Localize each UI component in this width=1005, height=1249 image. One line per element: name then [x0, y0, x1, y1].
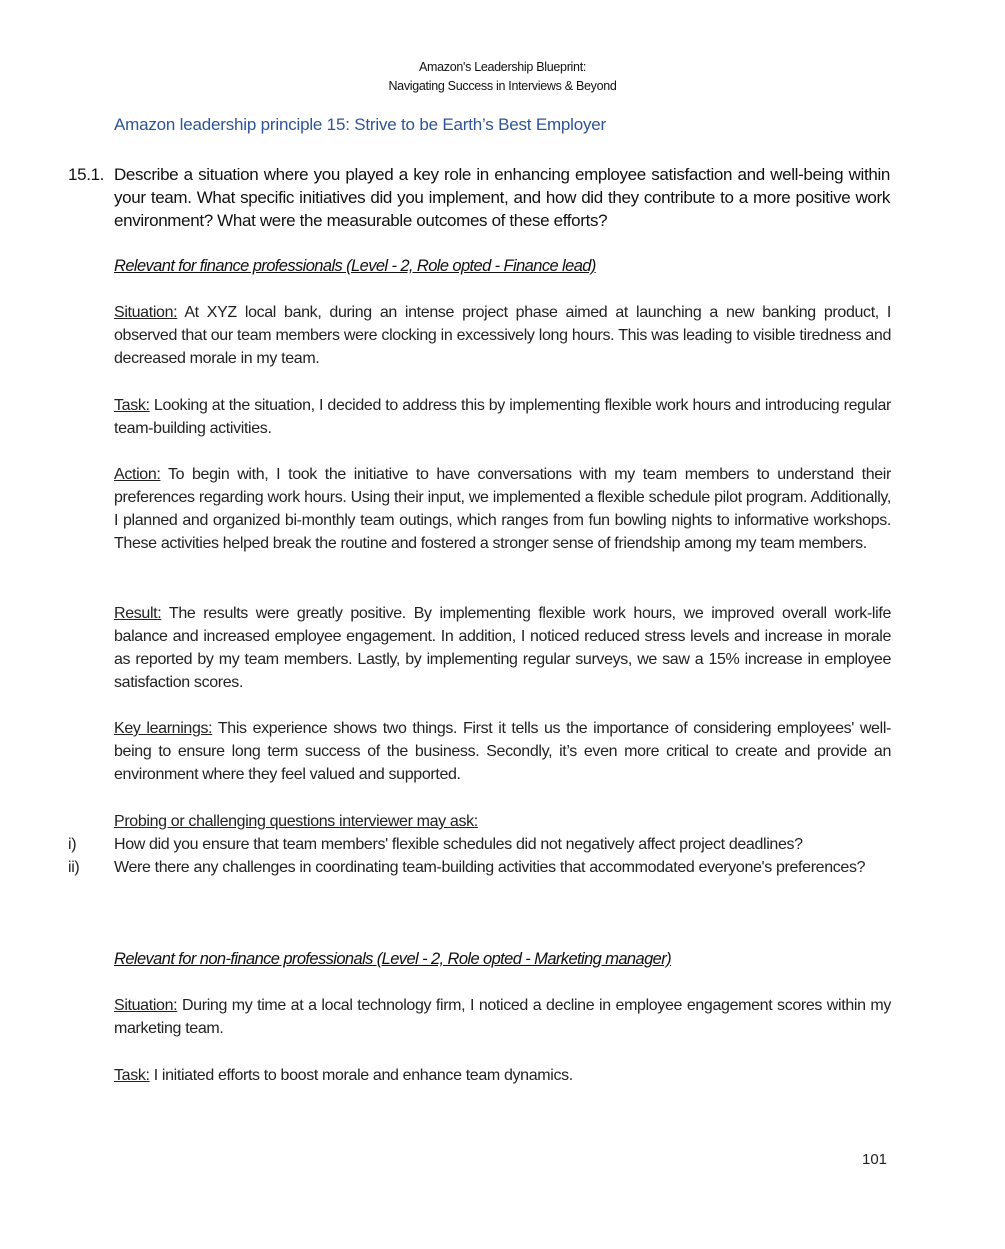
question-number: 15.1. [68, 165, 105, 184]
page-number: 101 [862, 1151, 888, 1168]
finance-heading-text: Relevant for finance professionals (Level - 2, Role opted - Finance lead) [114, 257, 596, 275]
list-marker: ii) [68, 859, 80, 876]
task-text: I initiated efforts to boost morale and enhance team dynamics. [149, 1067, 573, 1084]
action-text: To begin with, I took the initiative to have conversations with my team members to understand their preferences regarding work hours. Using their input, we implemented a flexible schedule pilot program. Additionally, I planned and organized bi-monthly team outings, which ranges from fun bowling nights to informative workshops. These activities helped break the routine and fostered a stronger sense of friendship among my team members. [114, 466, 891, 552]
situation-label: Situation: [114, 304, 178, 321]
key-learnings-text: This experience shows two things. First it tells us the importance of considering employees' well-being to ensure long term success of the business. Secondly, it’s even more critical to create and provide an environment where they feel valued and supported. [114, 720, 891, 783]
finance-action [114, 463, 891, 555]
question-text: Describe a situation where you played a key role in enhancing employee satisfaction and well-being within your team. What specific initiatives did you implement, and how did they contribute to a more positive work environment? What were the measurable outcomes of these efforts? [114, 165, 890, 230]
situation-text: At XYZ local bank, during an intense project phase aimed at launching a new banking product, I observed that our team members were clocking in excessively long hours. This was leading to visible tiredness and decreased morale in my team. [114, 304, 891, 367]
action-label: Action: [114, 466, 161, 483]
non-finance-section-heading [114, 948, 891, 971]
finance-task [114, 394, 891, 440]
probing-heading [114, 810, 891, 833]
finance-key-learnings [114, 717, 891, 786]
header-title-line-1: Amazon's Leadership Blueprint: [418, 60, 587, 74]
non-finance-heading-text: Relevant for non-finance professionals (Level - 2, Role opted - Marketing manager) [114, 950, 672, 968]
question-15-1 [68, 163, 890, 232]
finance-section-heading [114, 255, 891, 278]
non-finance-situation [114, 994, 891, 1040]
result-label: Result: [114, 605, 162, 622]
principle-heading: Amazon leadership principle 15: Strive to be Earth’s Best Employer [114, 115, 607, 134]
situation-text: During my time at a local technology firm, I noticed a decline in employee engagement scores within my marketing team. [114, 997, 891, 1037]
probing-question-list [68, 833, 891, 879]
probing-question-text: How did you ensure that team members' flexible schedules did not negatively affect project deadlines? [114, 836, 803, 853]
probing-heading-text: Probing or challenging questions interviewer may ask: [114, 813, 478, 830]
finance-situation [114, 301, 891, 370]
page-header [0, 58, 1005, 96]
list-marker: i) [68, 836, 77, 853]
probing-question-item [68, 833, 891, 856]
task-text: Looking at the situation, I decided to address this by implementing flexible work hours and introducing regular team-building activities. [114, 397, 891, 437]
situation-label: Situation: [114, 997, 178, 1014]
task-label: Task: [114, 397, 150, 414]
result-text: The results were greatly positive. By implementing flexible work hours, we improved overall work-life balance and increased employee engagement. In addition, I noticed reduced stress levels and increase in morale as reported by my team members. Lastly, by implementing regular surveys, we saw a 15% increase in employee satisfaction scores. [114, 605, 891, 691]
finance-result [114, 602, 891, 694]
probing-question-item [68, 856, 891, 879]
task-label: Task: [114, 1067, 150, 1084]
key-learnings-label: Key learnings: [114, 720, 213, 737]
non-finance-task [114, 1064, 891, 1087]
header-title-line-2: Navigating Success in Interviews & Beyond [388, 79, 617, 93]
probing-question-text: Were there any challenges in coordinating team-building activities that accommodated everyone's preferences? [114, 859, 866, 876]
